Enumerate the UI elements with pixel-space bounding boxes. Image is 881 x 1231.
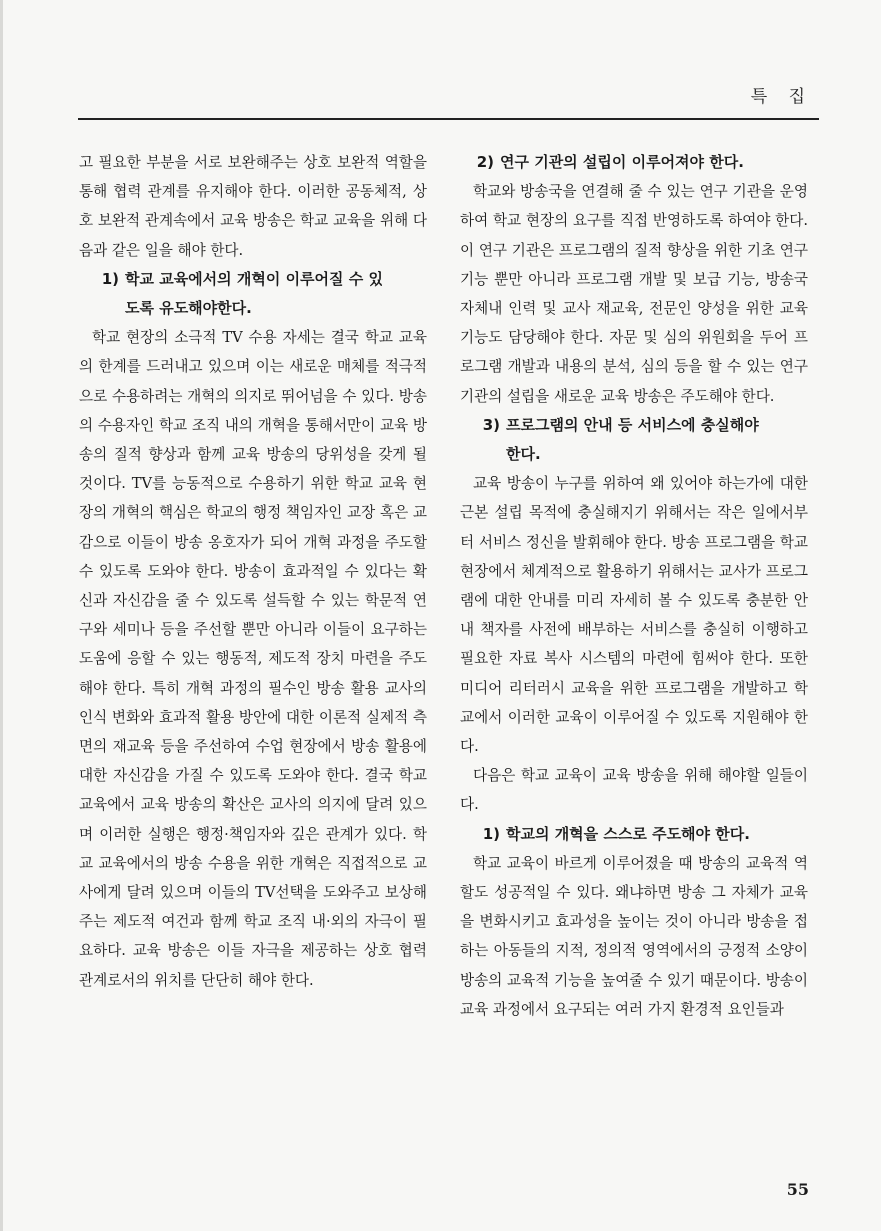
paragraph: 학교 교육이 바르게 이루어졌을 때 방송의 교육적 역할도 성공적일 수 있다. 왜냐하면 방송 그 자체가 교육을 변화시키고 효과성을 높이는 것이 아니라 방송을 접하는 아동들의 지적, 정의적 영역에서의 긍정적 소양이 방송의 교육적 기능을 높여줄 수 있기 때문이다. 방송이 교육 과정에서 요구되는 여러 가지 환경적 요인들과 — [460, 854, 808, 1018]
heading-number: 3) — [482, 415, 500, 434]
paragraph: 다음은 학교 교육이 교육 방송을 위해 해야할 일들이다. — [460, 767, 808, 814]
section-heading — [460, 148, 808, 177]
section-heading — [460, 820, 808, 849]
paragraph: 교육 방송이 누구를 위하여 왜 있어야 하는가에 대한 근본 설립 목적에 충실해지기 위해서는 작은 일에서부터 서비스 정신을 발휘해야 한다. 방송 프로그램을 학교 현장에서 체계적으로 활용하기 위해서는 교사가 프로그램에 대한 안내를 미리 자세히 볼 수 있도록 충분한 안내 책자를 사전에 배부하는 서비스를 충실히 이행하고 필요한 자료 복사 시스템의 마련에 힘써야 한다. 또한 미디어 리터러시 교육을 위한 프로그램을 개발하고 학교에서 이러한 교육이 이루어질 수 있도록 지원해야 한다. — [460, 475, 808, 756]
section-label: 특 집 — [750, 87, 813, 107]
paragraph: 학교 현장의 소극적 TV 수용 자세는 결국 학교 교육의 한계를 드러내고 있으며 이는 새로운 매체를 적극적으로 수용하려는 개혁의 의지로 뛰어넘을 수 있다. 방송의 수용자인 학교 조직 내의 개혁을 통해서만이 교육 방송의 질적 향상과 함께 교육 방송의 당위성을 갖게 될 것이다. TV를 능동적으로 수용하기 위한 학교 교육 현장의 개혁의 핵심은 학교의 행정 책임자인 교장 혹은 교감으로 이들이 방송 옹호자가 되어 개혁 과정을 주도할 수 있도록 도와야 한다. 방송이 효과적일 수 있다는 확신과 자신감을 줄 수 있도록 설득할 수 있는 학문적 연구와 세미나 등을 주선할 뿐만 아니라 이들이 요구하는 도움에 응할 수 있는 행동적, 제도적 장치 마련을 주도해야 한다. 특히 개혁 과정의 필수인 방송 활용 교사의 인식 변화와 효과적 활용 방안에 대한 이론적 실제적 측면의 재교육 등을 주선하여 수업 현장에서 방송 활용에 대한 자신감을 가질 수 있도록 도와야 한다. 결국 학교 교육에서 교육 방송의 확산은 교사의 의지에 달려 있으며 이러한 실행은 행정·책임자와 깊은 관계가 있다. 학교 교육에서의 방송 수용을 위한 개혁은 직접적으로 교사에게 달려 있으며 이들의 TV선택을 도와주고 보상해 주는 제도적 여건과 함께 학교 조직 내·외의 자극이 필요하다. 교육 방송은 이들 자극을 제공하는 상호 협력 관계로서의 위치를 단단히 해야 한다. — [79, 329, 427, 989]
page-header — [0, 70, 881, 120]
header-rule — [78, 118, 819, 120]
heading-text: 프로그램의 안내 등 서비스에 충실해야 — [506, 415, 759, 434]
heading-text-continued: 도록 유도해야한다. — [125, 299, 252, 318]
page-edge-shadow — [0, 0, 3, 1231]
heading-text: 학교의 개혁을 스스로 주도해야 한다. — [506, 824, 750, 843]
heading-number: 1) — [101, 269, 119, 288]
heading-number: 1) — [482, 824, 500, 843]
heading-number: 2) — [476, 153, 494, 171]
section-heading — [460, 411, 808, 469]
heading-text: 학교 교육에서의 개혁이 이루어질 수 있 — [125, 269, 383, 288]
paragraph: 고 필요한 부분을 서로 보완해주는 상호 보완적 역할을 통해 협력 관계를 유지해야 한다. 이러한 공동체적, 상호 보완적 관계속에서 교육 방송은 학교 교육을 위해 다음과 같은 일을 해야 한다. — [79, 154, 427, 259]
right-column — [460, 148, 808, 1024]
page-number: 55 — [786, 1180, 809, 1199]
paragraph: 학교와 방송국을 연결해 줄 수 있는 연구 기관을 운영하여 학교 현장의 요구를 직접 반영하도록 하여야 한다. 이 연구 기관은 프로그램의 질적 향상을 위한 기초 연구 기능 뿐만 아니라 프로그램 개발 및 보급 기능, 방송국 자체내 인력 및 교사 재교육, 전문인 양성을 위한 교육 기능도 담당해야 한다. 자문 및 심의 위원회을 두어 프로그램 개발과 내용의 분석, 심의 등을 할 수 있는 연구 기관의 설립을 새로운 교육 방송은 주도해야 한다. — [460, 183, 808, 405]
left-column — [79, 148, 427, 995]
heading-text: 연구 기관의 설립이 이루어져야 한다. — [500, 153, 744, 171]
heading-text-continued: 한다. — [506, 445, 541, 464]
section-heading — [79, 265, 427, 323]
